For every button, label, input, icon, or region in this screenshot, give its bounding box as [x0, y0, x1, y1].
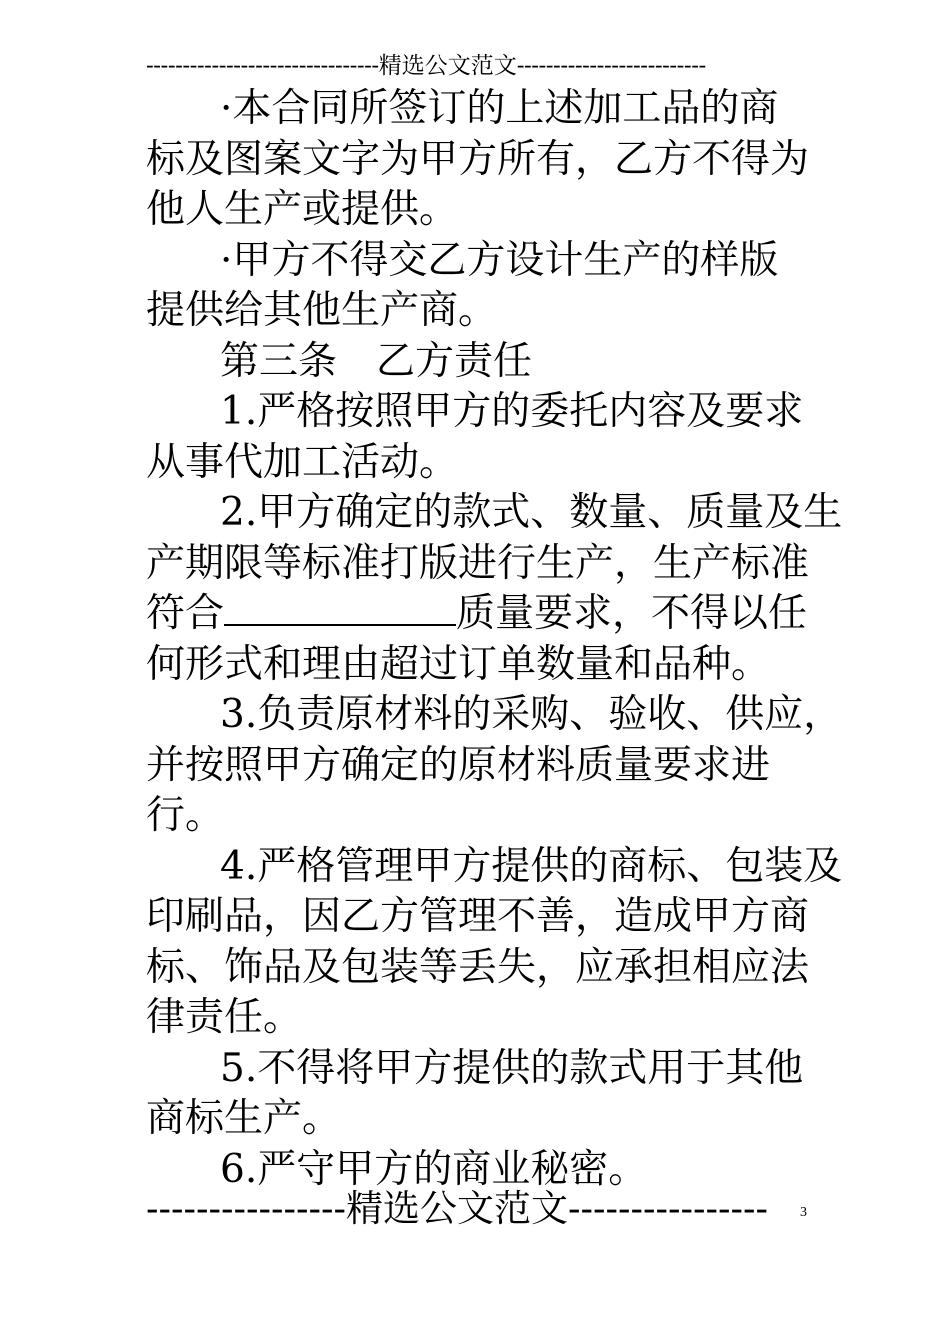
body-line: 标及图案文字为甲方所有，乙方不得为 — [146, 136, 810, 182]
body-line: 产期限等标准打版进行生产，生产标准 — [146, 540, 810, 586]
page-footer — [146, 1186, 786, 1232]
body-line: 3.负责原材料的采购、验收、供应， — [220, 692, 843, 737]
body-line: ·甲方不得交乙方设计生产的样版 — [220, 237, 779, 283]
header-title: 精选公文范文 — [378, 53, 517, 79]
document-body — [146, 84, 843, 1195]
body-line-with-blank: 符合 质量要求，不得以任 — [146, 591, 808, 636]
body-line: 6.严守甲方的商业秘密。 — [220, 1146, 648, 1192]
body-line: 印刷品，因乙方管理不善，造成甲方商 — [146, 894, 810, 939]
body-line: 2.甲方确定的款式、数量、质量及生 — [220, 490, 843, 535]
body-line: 4.严格管理甲方提供的商标、包装及 — [220, 843, 843, 889]
footer-title: 精选公文范文 — [346, 1187, 569, 1230]
body-line: ·本合同所签订的上述加工品的商 — [220, 86, 779, 131]
fill-in-blank — [224, 592, 456, 626]
body-line: 从事代加工活动。 — [146, 439, 459, 485]
footer-left-dashes: ---------------- — [146, 1187, 347, 1230]
body-line: 标、饰品及包装等丢失，应承担相应法 — [146, 944, 810, 990]
body-line: 1.严格按照甲方的委托内容及要求 — [220, 389, 804, 434]
body-line: 律责任。 — [146, 995, 303, 1040]
body-line: 并按照甲方确定的原材料质量要求进 — [146, 742, 771, 788]
page-header — [146, 52, 798, 80]
header-right-dashes: -------------------------- — [516, 53, 706, 79]
body-line: 行。 — [146, 793, 225, 838]
body-line: 5.不得将甲方提供的款式用于其他 — [220, 1045, 804, 1091]
header-left-dashes: -------------------------------- — [146, 53, 379, 79]
body-line: 商标生产。 — [146, 1096, 342, 1141]
page-number: 3 — [800, 1205, 807, 1220]
body-line: 何形式和理由超过订单数量和品种。 — [146, 641, 771, 687]
section-heading: 第三条 乙方责任 — [220, 338, 533, 384]
body-line: 提供给其他生产商。 — [146, 288, 498, 333]
footer-right-dashes: ---------------- — [568, 1187, 769, 1230]
body-line: 他人生产或提供。 — [146, 187, 459, 232]
